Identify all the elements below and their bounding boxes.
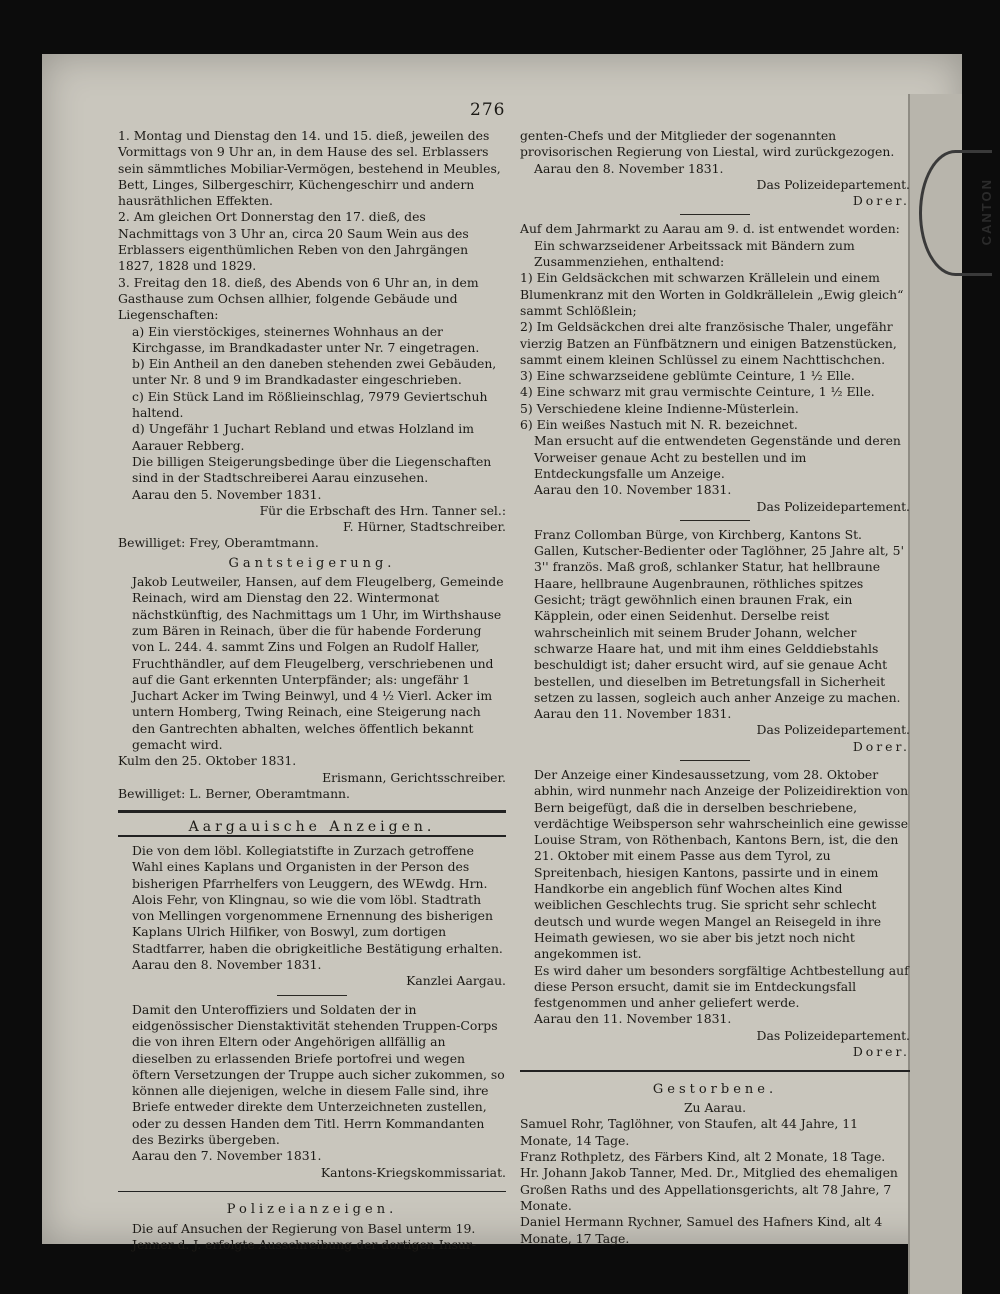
theft-item-2: 2) Im Geldsäckchen drei alte französische Thaler, ungefähr vierzig Batzen an Fünfbätznern und einigen Batzenstücken, sammt einem kleinen Schlüssel zu einem Nachttischchen. <box>520 319 897 367</box>
death-entry: Hr. Johann Jakob Tanner, Med. Dr., Mitglied des ehemaligen Großen Raths und des Appellationsgerichts, alt 78 Jahre, 7 Monate. <box>520 1165 898 1213</box>
death-entry: Samuel Rohr, Taglöhner, von Staufen, alt 44 Jahre, 11 Monate, 14 Tage. <box>520 1116 859 1148</box>
auction-item-2: 2. Am gleichen Ort Donnerstag den 17. dieß, des Nachmittags von 3 Uhr an, circa 20 Saum Wein aus des Erblassers eigenthümlichen Reben von den Jahrgängen 1827, 1828 und 1829. <box>118 209 469 274</box>
dateline: Aarau den 8. November 1831. <box>132 957 322 973</box>
section-divider <box>118 835 506 837</box>
dateline: Kulm den 25. Oktober 1831. <box>118 753 297 769</box>
signature-name: Dorer. <box>852 738 910 754</box>
department-name: Das Polizeidepartement. <box>756 176 910 192</box>
abandonment-text: Der Anzeige einer Kindesaussetzung, vom 28. Oktober abhin, wird nunmehr nach Anzeige der Polizeidirektion von Bern beigefügt, daß die in derselben beschriebene, verdächtige Weibsperson sehr wahrscheinlich eine gewisse Louise Stram, von Röthenbach, Kantons Bern, ist, die den 21. Oktober mit einem Passe aus dem Tyrol, zu Spreitenbach, hiesigen Kantons, passirte und in einem Handkorbe ein angeblich fünf Wochen altes Kind weiblichen Geschlechts trug. Sie spricht sehr schlecht deutsch und wurde wegen Mangel an Reisegeld in ihre Heimath gewiesen, wo sie aber bis jetzt noch nicht angekommen ist. <box>534 766 909 962</box>
continued-text: genten-Chefs und der Mitglieder der sogenannten provisorischen Regierung von Liestal, wird zurückgezogen. <box>520 128 895 160</box>
wanted-text: Franz Collomban Bürge, von Kirchberg, Kantons St. Gallen, Kutscher-Bedienter oder Taglöhner, 25 Jahre alt, 5' 3'' französ. Maß groß, schlanker Statur, hat hellbraune Haare, hellbraune Augenbraunen, röthliches spitzes Gesicht; trägt gewöhnlich einen braunen Frak, ein Käpplein, oder einen Seidenhut. Derselbe reist wahrscheinlich mit seinem Bruder Johann, welcher schwarze Haare hat, und mit ihm eines Gelddiebstahls beschuldigt ist; daher ersucht wird, auf sie genaue Acht bestellen, und dieselben im Betretungsfall in Sicherheit setzen zu lassen, sogleich auch anher Anzeige zu machen. <box>534 526 904 705</box>
short-divider <box>680 520 750 521</box>
theft-item-3: 3) Eine schwarzseidene geblümte Ceinture, 1 ½ Elle. <box>520 368 855 384</box>
theft-item-5: 5) Verschiedene kleine Indienne-Müsterlein. <box>520 400 799 416</box>
signature-name: Erismann, Gerichtsschreiber. <box>322 769 506 785</box>
right-column <box>520 128 910 1247</box>
property-c: c) Ein Stück Land im Rößlieinschlag, 7979 Geviertschuh haltend. <box>132 388 488 421</box>
section-divider <box>118 1191 506 1193</box>
aargau-text: Die von dem löbl. Kollegiatstifte in Zurzach getroffene Wahl eines Kaplans und Organisten in der Person des bisherigen Pfarrhelfers von Leuggern, des WEwdg. Hrn. Alois Fehr, von Klingnau, so wie die vom löbl. Stadtrath von Mellingen vorgenommene Ernennung des bisherigen Kaplans Ulrich Hilfiker, von Boswyl, zum dortigen Stadtfarrer, haben die obrigkeitliche Bestätigung erhalten. <box>132 842 503 956</box>
theft-request: Man ersucht auf die entwendeten Gegenstände und deren Vorweiser genaue Acht zu bestellen und im Entdeckungsfalle um Anzeige. <box>534 433 901 481</box>
dateline: Aarau den 11. November 1831. <box>534 1011 732 1027</box>
signature-name: Dorer. <box>852 193 910 209</box>
department-name: Das Polizeidepartement. <box>756 1027 910 1043</box>
dateline: Aarau den 5. November 1831. <box>132 486 322 502</box>
signature-name: F. Hürner, Stadtschreiber. <box>342 519 506 535</box>
death-entry: Franz Rothpletz, des Färbers Kind, alt 2 Monate, 18 Tage. <box>520 1149 886 1165</box>
section-divider <box>520 1070 910 1072</box>
section-heading-gant: Gantsteigerung. <box>228 555 396 571</box>
soldiers-text: Damit den Unteroffiziers und Soldaten der in eidgenössischer Dienstaktivität stehenden Truppen-Corps die von ihren Eltern oder Angehörigen allfällig an dieselben zu erlassenden Briefe portofrei und wegen öftern Versetzungen der Truppe auch sicher zukommen, so können alle diejenigen, welche in diesem Falle sind, ihre Briefe entweder direkte dem Unterzeichneten zustellen, oder zu dessen Handen dem Titl. Herrn Kommandanten des Bezirks übergeben. <box>132 1001 505 1148</box>
stamp-text: CANTON <box>979 178 994 246</box>
section-heading-deaths: Gestorbene. <box>652 1081 778 1097</box>
page-number: 276 <box>470 100 506 120</box>
death-entry: Daniel Hermann Rychner, Samuel des Hafners Kind, alt 4 Monate, 17 Tage. <box>520 1214 883 1246</box>
theft-item-1: 1) Ein Geldsäckchen mit schwarzen Krällelein und einem Blumenkranz mit den Worten in Goldkrällelein „Ewig gleich“ sammt Schlößlein; <box>520 270 904 318</box>
signature-name: Kantons-Kriegskommissariat. <box>320 1164 506 1180</box>
property-d: d) Ungefähr 1 Juchart Rebland und etwas Holzland im Aarauer Rebberg. <box>132 421 475 453</box>
signature-line: Für die Erbschaft des Hrn. Tanner sel.: <box>259 502 506 518</box>
short-divider <box>680 760 750 761</box>
approval-line: Bewilliget: Frey, Oberamtmann. <box>118 535 319 551</box>
left-column <box>118 128 506 1253</box>
signature-name: Kanzlei Aargau. <box>406 973 506 989</box>
signature-name: Dorer. <box>852 1044 910 1060</box>
dateline: Aarau den 7. November 1831. <box>132 1148 322 1164</box>
section-divider <box>118 810 506 813</box>
theft-intro: Auf dem Jahrmarkt zu Aarau am 9. d. ist entwendet worden: <box>520 221 900 237</box>
property-a: a) Ein vierstöckiges, steinernes Wohnhaus an der Kirchgasse, im Brandkadaster unter Nr. 7 eingetragen. <box>132 323 480 355</box>
abandonment-request: Es wird daher um besonders sorgfältige Achtbestellung auf diese Person ersucht, damit sie im Entdeckungsfall festgenommen und anher geliefert werde. <box>534 962 909 1011</box>
section-heading-aargau: Aargauische Anzeigen. <box>188 819 436 836</box>
auction-item-1: 1. Montag und Dienstag den 14. und 15. dieß, jeweilen des Vormittags von 9 Uhr an, in dem Hause des sel. Erblassers sein sämmtliches Mobiliar-Vermögen, bestehend in Meubles, Bett, Linges, Silbergeschirr, Küchengeschirr und andern hausräthlichen Effekten. <box>118 128 501 209</box>
short-divider <box>680 214 750 215</box>
short-divider <box>277 995 347 996</box>
police-text: Die auf Ansuchen der Regierung von Basel unterm 19. Jenner d. J. erfolgte Ausschreibung der dortigen Insur- <box>132 1220 477 1252</box>
dateline: Aarau den 8. November 1831. <box>534 160 724 176</box>
section-heading-police: Polizeianzeigen. <box>226 1202 398 1218</box>
deaths-location: Zu Aarau. <box>683 1100 747 1116</box>
department-name: Das Polizeidepartement. <box>756 722 910 738</box>
gant-text: Jakob Leutweiler, Hansen, auf dem Fleugelberg, Gemeinde Reinach, wird am Dienstag den 22. Wintermonat nächstkünftig, des Nachmittags um 1 Uhr, im Wirthshause zum Bären in Reinach, über die für habende Forderung von L. 244. 4. sammt Zins und Folgen an Rudolf Haller, Fruchthändler, auf dem Fleugelberg, verschriebenen und auf die Gant erkennten Unterpfänder; als: ungefähr 1 Juchart Acker im Twing Beinwyl, und 4 ½ Vierl. Acker im untern Homberg, Twing Reinach, eine Steigerung nach den Gantrechten abhalten, welches öffentlich bekannt gemacht wird. <box>132 574 504 752</box>
theft-item-4: 4) Eine schwarz mit grau vermischte Ceinture, 1 ½ Elle. <box>520 384 875 400</box>
auction-item-3: 3. Freitag den 18. dieß, des Abends von 6 Uhr an, in dem Gasthause zum Ochsen allhier, folgende Gebäude und Liegenschaften: <box>118 274 479 323</box>
theft-subtitle: Ein schwarzseidener Arbeitssack mit Bändern zum Zusammenziehen, enthaltend: <box>534 237 855 270</box>
conditions-text: Die billigen Steigerungsbedinge über die Liegenschaften sind in der Stadtschreiberei Aarau einzusehen. <box>132 453 492 486</box>
theft-item-6: 6) Ein weißes Nastuch mit N. R. bezeichnet. <box>520 417 798 433</box>
property-b: b) Ein Antheil an den daneben stehenden zwei Gebäuden, unter Nr. 8 und 9 im Brandkadaster eingeschrieben. <box>132 356 497 388</box>
department-name: Das Polizeidepartement. <box>756 498 910 514</box>
dateline: Aarau den 11. November 1831. <box>534 706 732 722</box>
approval-line: Bewilliget: L. Berner, Oberamtmann. <box>118 785 350 801</box>
dateline: Aarau den 10. November 1831. <box>534 482 732 498</box>
